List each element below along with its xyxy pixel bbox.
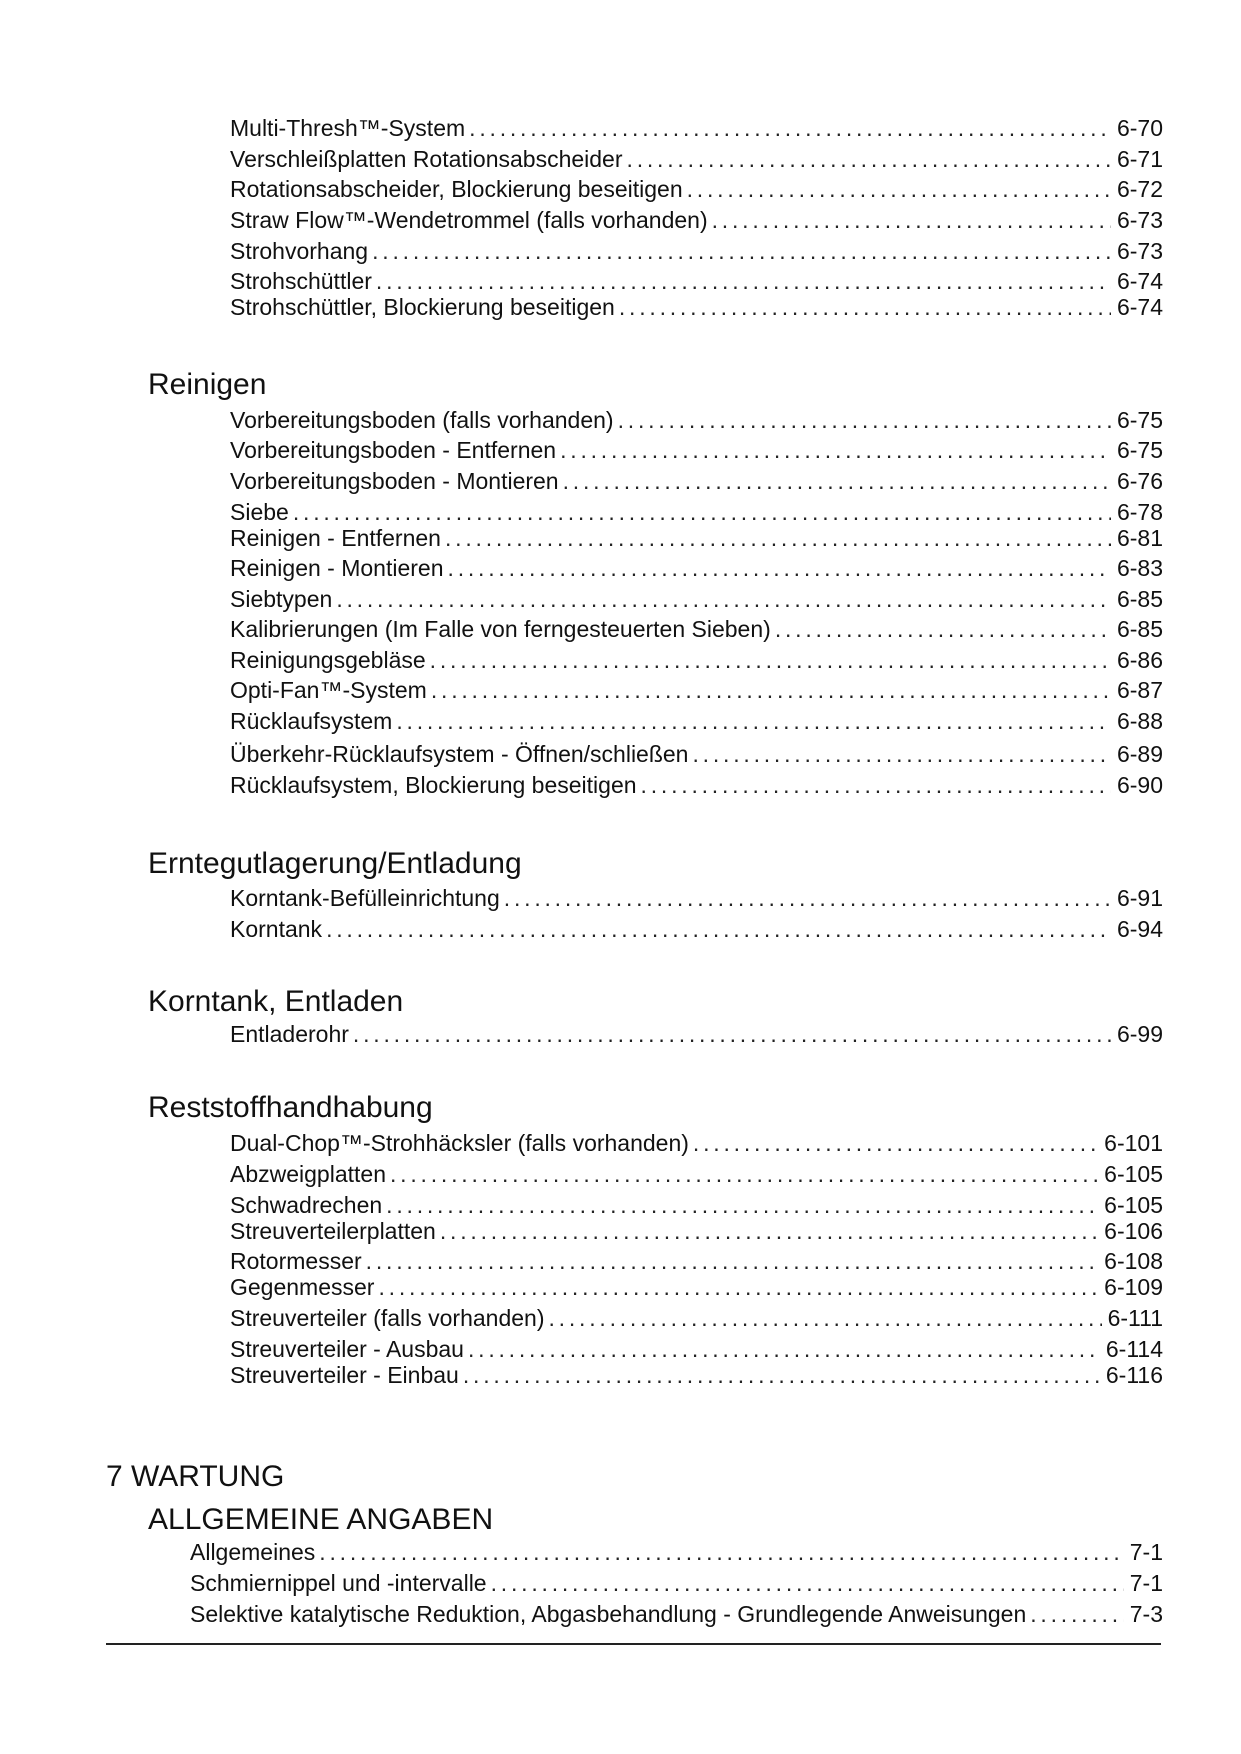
toc-page-number: 6-83 [1116,555,1163,581]
toc-entry-kalibrierungen-im-falle-von-ferngesteuerten-sieben[interactable] [230,616,1163,642]
footer-rule [106,1643,1161,1645]
toc-page-number: 6-86 [1116,647,1163,673]
dot-leader [1030,1601,1124,1627]
toc-entry-multi-thresh-system[interactable] [230,115,1163,141]
dot-leader [687,176,1111,202]
dot-leader [548,1305,1101,1331]
toc-entry-siebe[interactable] [230,499,1163,525]
toc-entry-verschleissplatten-rotationsabscheider[interactable] [230,146,1163,172]
toc-entry-title: Multi-Thresh™-System [230,115,466,141]
dot-leader [712,207,1111,233]
toc-page-number: 6-108 [1104,1248,1163,1274]
toc-page-number: 6-85 [1116,616,1163,642]
toc-entry-title: Reinigungsgebläse [230,647,426,673]
dot-leader [560,437,1111,463]
toc-entry-title: Schwadrechen [230,1192,383,1218]
toc-entry-reinigen-montieren[interactable] [230,555,1163,581]
toc-entry-title: Streuverteiler (falls vorhanden) [230,1305,545,1331]
toc-entry-title: Reinigen - Montieren [230,555,444,581]
toc-entry-reinigungsgeblaese[interactable] [230,647,1163,673]
dot-leader [293,499,1111,525]
toc-entry-reinigen-entfernen[interactable] [230,525,1163,551]
toc-entry-strohschuettler[interactable] [230,268,1163,294]
toc-page-number: 6-85 [1116,586,1163,612]
toc-page-number: 6-74 [1116,294,1163,320]
dot-leader [353,1021,1111,1047]
toc-entry-title: Abzweigplatten [230,1161,386,1187]
toc-page-number: 6-105 [1104,1161,1163,1187]
toc-entry-title: Rücklaufsystem [230,708,393,734]
toc-entry-title: Dual-Chop™-Strohhäcksler (falls vorhanden) [230,1130,689,1156]
toc-entry-korntank-befuelleinrichtung[interactable] [230,885,1163,911]
toc-entry-title: Korntank-Befülleinrichtung [230,885,500,911]
toc-entry-straw-flow-wendetrommel-falls-vorhanden[interactable] [230,207,1163,233]
toc-entry-title: Opti-Fan™-System [230,677,427,703]
dot-leader [463,1362,1100,1388]
toc-entry-abzweigplatten[interactable] [230,1161,1163,1187]
toc-entry-strohschuettler-blockierung-beseitigen[interactable] [230,294,1163,320]
toc-entry-title: Vorbereitungsboden - Entfernen [230,437,557,463]
dot-leader [336,586,1111,612]
toc-page-number: 6-78 [1116,499,1163,525]
toc-entry-title: Rücklaufsystem, Blockierung beseitigen [230,772,637,798]
toc-entry-title: Streuverteiler - Ausbau [230,1336,464,1362]
toc-entry-streuverteiler-falls-vorhanden[interactable] [230,1305,1163,1331]
toc-entry-title: Reinigen - Entfernen [230,525,441,551]
toc-entry-rotormesser[interactable] [230,1248,1163,1274]
toc-entry-title: Allgemeines [190,1539,316,1565]
dot-leader [641,772,1111,798]
toc-entry-dual-chop-strohhaecksler-falls-vorhanden[interactable] [230,1130,1163,1156]
toc-page-number: 6-71 [1116,146,1163,172]
dot-leader [563,468,1111,494]
toc-entry-siebtypen[interactable] [230,586,1163,612]
toc-entry-vorbereitungsboden-montieren[interactable] [230,468,1163,494]
toc-entry-schmiernippel-und-intervalle[interactable] [190,1570,1163,1596]
toc-entry-ruecklaufsystem-blockierung-beseitigen[interactable] [230,772,1163,798]
toc-entry-gegenmesser[interactable] [230,1274,1163,1300]
toc-entry-vorbereitungsboden-entfernen[interactable] [230,437,1163,463]
toc-page-number: 6-114 [1105,1336,1163,1362]
toc-page-number: 6-70 [1116,115,1163,141]
toc-page-number: 6-72 [1116,176,1163,202]
dot-leader [468,1336,1100,1362]
toc-page-number: 6-99 [1116,1021,1163,1047]
toc-entry-ruecklaufsystem[interactable] [230,708,1163,734]
toc-page-number: 7-1 [1129,1570,1163,1596]
toc-page-number: 7-1 [1129,1539,1163,1565]
toc-page-number: 6-75 [1116,407,1163,433]
toc-entry-title: Strohschüttler, Blockierung beseitigen [230,294,615,320]
toc-entry-streuverteiler-einbau[interactable] [230,1362,1163,1388]
dot-leader [386,1192,1098,1218]
dot-leader [619,294,1111,320]
chapter-title-7-wartung: 7 WARTUNG [106,1460,285,1493]
toc-page-number: 6-116 [1105,1362,1163,1388]
toc-entry-title: Strohvorhang [230,238,369,264]
toc-entry-title: Rotationsabscheider, Blockierung beseitigen [230,176,683,202]
dot-leader [430,647,1111,673]
dot-leader [372,238,1111,264]
toc-page-number: 6-105 [1104,1192,1163,1218]
toc-entry-title: Gegenmesser [230,1274,375,1300]
toc-page-number: 6-88 [1116,708,1163,734]
toc-page-number: 6-101 [1104,1130,1163,1156]
toc-entry-schwadrechen[interactable] [230,1192,1163,1218]
dot-leader [504,885,1111,911]
toc-entry-title: Streuverteiler - Einbau [230,1362,459,1388]
section-heading-korntank-entladen: Korntank, Entladen [148,985,404,1018]
toc-page-number: 6-91 [1116,885,1163,911]
toc-page-number: 6-94 [1116,916,1163,942]
toc-page-number: 6-106 [1104,1218,1163,1244]
toc-entry-entladerohr[interactable] [230,1021,1163,1047]
dot-leader [775,616,1111,642]
toc-entry-title: Straw Flow™-Wendetrommel (falls vorhanden) [230,207,708,233]
dot-leader [693,1130,1098,1156]
dot-leader [431,677,1111,703]
toc-page-number: 6-74 [1116,268,1163,294]
toc-entry-strohvorhang[interactable] [230,238,1163,264]
toc-page-number: 6-75 [1116,437,1163,463]
toc-page-number: 6-111 [1107,1305,1163,1331]
toc-entry-title: Streuverteilerplatten [230,1218,436,1244]
dot-leader [390,1161,1098,1187]
dot-leader [440,1218,1098,1244]
toc-page-number: 6-109 [1104,1274,1163,1300]
toc-entry-title: Siebe [230,499,289,525]
toc-entry-title: Korntank [230,916,323,942]
toc-entry-ueberkehr-ruecklaufsystem-oeffnen-schliessen[interactable] [230,741,1163,767]
dot-leader [445,525,1111,551]
toc-entry-title: Vorbereitungsboden - Montieren [230,468,559,494]
toc-entry-title: Entladerohr [230,1021,349,1047]
toc-page-number: 6-89 [1116,741,1163,767]
dot-leader [692,741,1110,767]
section-heading-allgemeine-angaben: ALLGEMEINE ANGABEN [148,1503,494,1536]
dot-leader [491,1570,1124,1596]
dot-leader [618,407,1111,433]
toc-entry-korntank[interactable] [230,916,1163,942]
toc-entry-title: Rotormesser [230,1248,362,1274]
toc-entry-opti-fan-system[interactable] [230,677,1163,703]
dot-leader [627,146,1111,172]
dot-leader [396,708,1111,734]
dot-leader [469,115,1111,141]
toc-page-number: 6-87 [1116,677,1163,703]
section-heading-reststoffhandhabung: Reststoffhandhabung [148,1091,433,1124]
toc-page-number: 6-76 [1116,468,1163,494]
toc-entry-selektive-katalytische-reduktion-abgasbehandlung-grundlegende-anweisungen[interactable] [190,1601,1163,1627]
section-heading-reinigen: Reinigen [148,368,267,401]
dot-leader [376,268,1111,294]
toc-entry-allgemeines[interactable] [190,1539,1163,1565]
toc-page-number: 6-90 [1116,772,1163,798]
dot-leader [319,1539,1123,1565]
toc-entry-title: Strohschüttler [230,268,372,294]
toc-page-number: 6-73 [1116,238,1163,264]
toc-entry-streuverteiler-ausbau[interactable] [230,1336,1163,1362]
dot-leader [326,916,1111,942]
toc-entry-title: Kalibrierungen (Im Falle von ferngesteuerten Sieben) [230,616,771,642]
toc-entry-title: Verschleißplatten Rotationsabscheider [230,146,623,172]
dot-leader [378,1274,1098,1300]
toc-entry-title: Selektive katalytische Reduktion, Abgasbehandlung - Grundlegende Anweisungen [190,1601,1027,1627]
toc-entry-title: Schmiernippel und -intervalle [190,1570,487,1596]
toc-entry-vorbereitungsboden-falls-vorhanden[interactable] [230,407,1163,433]
toc-entry-rotationsabscheider-blockierung-beseitigen[interactable] [230,176,1163,202]
section-heading-erntegutlagerung-entladung: Erntegutlagerung/Entladung [148,847,522,880]
dot-leader [366,1248,1099,1274]
toc-page-number: 7-3 [1129,1601,1163,1627]
dot-leader [448,555,1111,581]
toc-entry-title: Vorbereitungsboden (falls vorhanden) [230,407,614,433]
toc-page-number: 6-73 [1116,207,1163,233]
toc-entry-streuverteilerplatten[interactable] [230,1218,1163,1244]
toc-page-number: 6-81 [1116,525,1163,551]
toc-entry-title: Siebtypen [230,586,333,612]
toc-entry-title: Überkehr-Rücklaufsystem - Öffnen/schließen [230,741,689,767]
